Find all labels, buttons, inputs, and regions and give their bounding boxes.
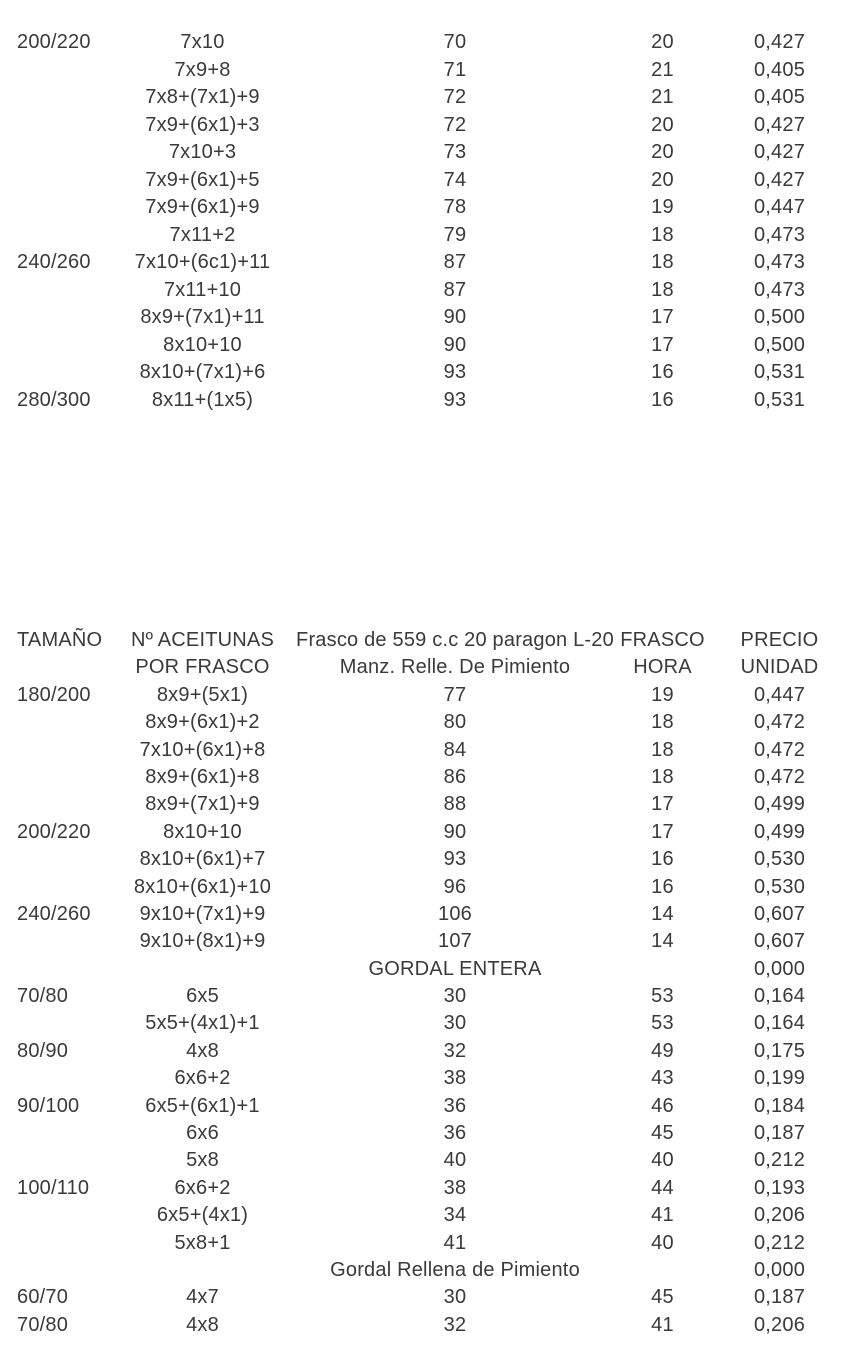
olives-per-jar-cell: 6x6+2 (174, 1067, 231, 1090)
jar-count-cell: 90 (443, 820, 467, 843)
size-range-cell (0, 277, 110, 305)
olives-per-jar-cell: 5x5+(4x1)+1 (145, 1012, 260, 1035)
olives-per-jar-cell: 8x9+(7x1)+11 (140, 306, 265, 328)
size-range-cell (0, 846, 110, 873)
size-range-cell: 280/300 (17, 388, 91, 411)
unit-price-cell: 0,212 (753, 1149, 806, 1172)
jar-count-cell: 30 (443, 1012, 467, 1035)
jars-per-hour-cell: 45 (651, 1286, 674, 1309)
unit-price-cell: 0,427 (753, 141, 806, 163)
jar-count-cell: 96 (443, 875, 467, 898)
size-range-cell (0, 112, 110, 140)
jar-count-cell: 86 (443, 765, 467, 788)
table-row (0, 29, 853, 57)
unit-price-cell: 0,447 (753, 683, 806, 706)
jars-per-hour-cell: 45 (651, 1122, 674, 1145)
unit-price-cell: 0,187 (753, 1286, 806, 1309)
jar-count-cell: 79 (443, 223, 467, 246)
jars-per-hour-cell: 44 (651, 1176, 674, 1199)
olives-per-jar-cell: 7x10+(6x1)+8 (139, 738, 266, 761)
table-row (0, 57, 853, 85)
jars-per-hour-cell: 18 (651, 251, 674, 273)
size-range-cell (0, 304, 110, 332)
unit-price-cell: 0,405 (753, 58, 806, 81)
table-row (0, 737, 853, 764)
table-row (0, 874, 853, 901)
olives-per-jar-cell: 7x8+(7x1)+9 (145, 86, 260, 108)
olives-per-jar-cell: 8x10+(7x1)+6 (139, 361, 266, 383)
table-section-top (0, 29, 853, 414)
olives-per-jar-cell: 7x9+(6x1)+5 (145, 168, 260, 191)
table-row (0, 682, 853, 709)
unit-price-cell: 0,187 (753, 1122, 806, 1145)
jar-count-cell: 34 (443, 1204, 467, 1227)
unit-price-cell: 0,000 (753, 1258, 806, 1281)
olives-per-jar-cell: 4x8 (186, 1039, 219, 1062)
jar-count-cell: 90 (443, 333, 467, 356)
jars-per-hour-cell (615, 1257, 710, 1284)
jars-per-hour-cell: 14 (651, 902, 674, 925)
size-range-cell: 80/90 (17, 1039, 69, 1062)
jars-per-hour-cell: 16 (651, 875, 674, 898)
table-row (0, 819, 853, 846)
olives-per-jar-cell: 7x11+10 (163, 278, 242, 301)
size-range-cell (0, 139, 110, 167)
jars-per-hour-cell: 40 (651, 1149, 674, 1172)
size-range-cell (0, 194, 110, 222)
table-row (0, 1257, 853, 1284)
header-jars-per-hour-line2: HORA (633, 656, 692, 679)
olives-per-jar-cell: 8x10+10 (163, 820, 242, 843)
unit-price-cell: 0,473 (753, 278, 806, 301)
olives-per-jar-cell: 7x11+2 (169, 223, 236, 246)
table-row (0, 928, 853, 955)
jars-per-hour-cell: 18 (651, 738, 674, 761)
jars-per-hour-cell: 17 (651, 306, 674, 328)
unit-price-cell: 0,531 (753, 361, 806, 383)
unit-price-cell: 0,164 (753, 1012, 806, 1035)
olives-per-jar-cell: 7x10+3 (168, 141, 237, 163)
jar-count-cell: 38 (443, 1176, 467, 1199)
olives-per-jar-cell: 8x10+(6x1)+10 (133, 875, 272, 898)
jars-per-hour-cell: 16 (651, 848, 674, 871)
olives-per-jar-cell: 7x10+(6c1)+11 (134, 251, 271, 273)
header-size-label: TAMAÑO (17, 629, 103, 651)
size-range-cell (0, 167, 110, 195)
jars-per-hour-cell: 18 (651, 711, 674, 734)
jars-per-hour-cell: 19 (651, 683, 674, 706)
unit-price-cell: 0,472 (753, 738, 806, 761)
olives-per-jar-cell: 7x10 (180, 31, 225, 53)
jars-per-hour-cell: 20 (651, 113, 674, 136)
size-range-cell: 100/110 (17, 1176, 90, 1199)
size-range-cell (0, 1230, 110, 1257)
jars-per-hour-cell: 19 (651, 196, 674, 218)
unit-price-cell: 0,473 (753, 223, 806, 246)
olives-per-jar-cell (110, 956, 295, 983)
size-range-cell (0, 332, 110, 360)
jar-count-cell: 72 (443, 113, 467, 136)
jar-count-cell: 72 (443, 86, 467, 108)
size-range-cell (0, 1257, 110, 1284)
jars-per-hour-cell: 21 (651, 86, 674, 108)
jars-per-hour-cell: 49 (651, 1039, 674, 1062)
table-row (0, 332, 853, 360)
jars-per-hour-cell (615, 956, 710, 983)
jars-per-hour-cell: 16 (651, 361, 674, 383)
olives-per-jar-cell: 8x9+(7x1)+9 (145, 793, 260, 816)
olives-per-jar-cell: 4x8 (186, 1313, 219, 1336)
jar-count-cell: 88 (443, 793, 467, 816)
unit-price-cell: 0,206 (753, 1313, 806, 1336)
jar-count-cell: 87 (443, 278, 467, 301)
table-row (0, 956, 853, 983)
jar-count-cell: 93 (443, 361, 467, 383)
jar-count-cell: 40 (443, 1149, 467, 1172)
olives-per-jar-cell: 6x5 (186, 985, 219, 1008)
jars-per-hour-cell: 17 (651, 820, 674, 843)
jar-count-cell: 41 (443, 1231, 467, 1254)
size-range-cell: 180/200 (17, 683, 91, 706)
size-range-cell (0, 928, 110, 955)
size-range-cell: 240/260 (17, 902, 91, 925)
jars-per-hour-cell: 18 (651, 223, 674, 246)
size-range-cell: 240/260 (17, 251, 91, 273)
table-row (0, 983, 853, 1010)
jar-count-cell: 70 (443, 31, 467, 53)
unit-price-cell: 0,500 (753, 333, 806, 356)
size-range-cell (0, 359, 110, 387)
size-range-cell (0, 737, 110, 764)
header-unit-price-line2: UNIDAD (740, 656, 819, 679)
unit-price-cell: 0,175 (753, 1039, 806, 1062)
table-row (0, 1284, 853, 1311)
jar-count-cell: 84 (443, 738, 467, 761)
table-row (0, 249, 853, 277)
size-range-cell (0, 1147, 110, 1174)
jars-per-hour-cell: 17 (651, 793, 674, 816)
table-row (0, 1312, 853, 1339)
jar-count-cell: 30 (443, 985, 467, 1008)
size-range-cell: 200/220 (17, 820, 91, 843)
jars-per-hour-cell: 17 (651, 333, 674, 356)
unit-price-cell: 0,607 (753, 902, 806, 925)
table-row (0, 194, 853, 222)
table-row (0, 709, 853, 736)
jar-count-cell: 93 (443, 388, 467, 411)
jar-count-cell: 32 (443, 1313, 467, 1336)
olives-per-jar-cell: 5x8 (186, 1149, 219, 1172)
table-row (0, 277, 853, 305)
jars-per-hour-cell: 20 (651, 168, 674, 191)
jars-per-hour-cell: 46 (651, 1094, 674, 1117)
jar-count-cell: GORDAL ENTERA (368, 957, 542, 980)
table-row (0, 1065, 853, 1092)
table-row (0, 222, 853, 250)
unit-price-cell: 0,212 (753, 1231, 806, 1254)
olives-per-jar-cell: 8x9+(6x1)+8 (145, 765, 260, 788)
size-range-cell (0, 791, 110, 818)
olives-per-jar-cell: 5x8+1 (174, 1231, 231, 1254)
size-range-cell (0, 1065, 110, 1092)
table-row (0, 1010, 853, 1037)
unit-price-cell: 0,427 (753, 168, 806, 191)
jar-count-cell: 106 (438, 902, 472, 925)
unit-price-cell: 0,164 (753, 985, 806, 1008)
unit-price-cell: 0,499 (753, 793, 806, 816)
unit-price-cell: 0,000 (753, 957, 806, 980)
header-jar-description-line1: Frasco de 559 c.c 20 paragon L-20 (296, 629, 614, 651)
unit-price-cell: 0,473 (753, 251, 806, 273)
olives-per-jar-cell (110, 1257, 295, 1284)
unit-price-cell: 0,184 (753, 1094, 806, 1117)
jar-count-cell: 93 (443, 848, 467, 871)
size-range-cell (0, 1010, 110, 1037)
jars-per-hour-cell: 20 (651, 141, 674, 163)
jar-count-cell: 71 (443, 58, 467, 81)
table-row (0, 846, 853, 873)
table-section-bottom (0, 627, 853, 1339)
olives-per-jar-cell: 8x10+(6x1)+7 (139, 848, 266, 871)
olives-per-jar-cell: 7x9+8 (174, 58, 231, 81)
olives-per-jar-cell: 9x10+(8x1)+9 (139, 930, 266, 953)
table-row (0, 139, 853, 167)
size-range-cell (0, 222, 110, 250)
jar-count-cell: 32 (443, 1039, 467, 1062)
header-unit-price-line1: PRECIO (740, 629, 819, 651)
table-body-top (0, 29, 853, 414)
jar-count-cell: 73 (443, 141, 467, 163)
size-range-cell: 60/70 (17, 1286, 69, 1309)
jar-count-cell: 78 (443, 196, 467, 218)
table-row (0, 764, 853, 791)
olives-per-jar-cell: 4x7 (186, 1286, 219, 1309)
table-row (0, 1093, 853, 1120)
unit-price-cell: 0,206 (753, 1204, 806, 1227)
jars-per-hour-cell: 53 (651, 985, 674, 1008)
header-jar-description-line2: Manz. Relle. De Pimiento (339, 656, 571, 679)
header-size-label-line2 (0, 654, 110, 681)
jar-count-cell: 36 (443, 1122, 467, 1145)
size-range-cell (0, 57, 110, 85)
table-row (0, 1202, 853, 1229)
olives-per-jar-cell: 6x5+(4x1) (156, 1204, 249, 1227)
jars-per-hour-cell: 43 (651, 1067, 674, 1090)
unit-price-cell: 0,199 (753, 1067, 806, 1090)
table-header-row-1 (0, 627, 853, 654)
jar-count-cell: 38 (443, 1067, 467, 1090)
size-range-cell (0, 956, 110, 983)
olives-per-jar-cell: 9x10+(7x1)+9 (139, 902, 266, 925)
olives-per-jar-cell: 8x9+(6x1)+2 (145, 711, 260, 734)
jars-per-hour-cell: 53 (651, 1012, 674, 1035)
olives-per-jar-cell: 7x9+(6x1)+3 (145, 113, 260, 136)
size-range-cell (0, 874, 110, 901)
table-row (0, 167, 853, 195)
jars-per-hour-cell: 40 (651, 1231, 674, 1254)
table-row (0, 791, 853, 818)
jars-per-hour-cell: 18 (651, 765, 674, 788)
jars-per-hour-cell: 21 (651, 58, 674, 81)
unit-price-cell: 0,472 (753, 711, 806, 734)
unit-price-cell: 0,530 (753, 848, 806, 871)
size-range-cell (0, 709, 110, 736)
olives-per-jar-cell: 7x9+(6x1)+9 (145, 196, 260, 218)
table-header-row-2 (0, 654, 853, 681)
jars-per-hour-cell: 18 (651, 278, 674, 301)
table-row (0, 84, 853, 112)
unit-price-cell: 0,447 (753, 196, 806, 218)
unit-price-cell: 0,472 (753, 765, 806, 788)
table-body-bottom (0, 682, 853, 1339)
jar-count-cell: 87 (443, 251, 467, 273)
table-row (0, 1120, 853, 1147)
jar-count-cell: 80 (443, 711, 467, 734)
jars-per-hour-cell: 16 (651, 388, 674, 411)
unit-price-cell: 0,193 (753, 1176, 806, 1199)
table-row (0, 304, 853, 332)
jars-per-hour-cell: 41 (651, 1204, 674, 1227)
table-row (0, 1038, 853, 1065)
size-range-cell (0, 1202, 110, 1229)
header-olives-per-jar-line2: POR FRASCO (135, 656, 270, 679)
jar-count-cell: 77 (443, 683, 467, 706)
jars-per-hour-cell: 14 (651, 930, 674, 953)
size-range-cell (0, 1120, 110, 1147)
olives-per-jar-cell: 8x9+(5x1) (156, 683, 249, 706)
table-row (0, 1230, 853, 1257)
jar-count-cell: 74 (443, 168, 467, 191)
size-range-cell: 70/80 (17, 1313, 69, 1336)
unit-price-cell: 0,499 (753, 820, 806, 843)
olives-per-jar-cell: 6x6 (186, 1122, 219, 1145)
unit-price-cell: 0,427 (753, 113, 806, 136)
unit-price-cell: 0,405 (753, 86, 806, 108)
jar-count-cell: Gordal Rellena de Pimiento (330, 1258, 580, 1281)
olives-per-jar-cell: 8x10+10 (163, 333, 242, 356)
table-row (0, 901, 853, 928)
table-row (0, 1147, 853, 1174)
jar-count-cell: 90 (443, 306, 467, 328)
jars-per-hour-cell: 20 (651, 31, 674, 53)
table-row (0, 112, 853, 140)
jar-count-cell: 107 (438, 930, 472, 953)
unit-price-cell: 0,531 (753, 388, 806, 411)
size-range-cell: 90/100 (17, 1094, 80, 1117)
jar-count-cell: 30 (443, 1286, 467, 1309)
jars-per-hour-cell: 41 (651, 1313, 674, 1336)
olives-per-jar-cell: 6x5+(6x1)+1 (145, 1094, 260, 1117)
header-olives-per-jar-line1: Nº ACEITUNAS (130, 629, 275, 651)
size-range-cell (0, 84, 110, 112)
unit-price-cell: 0,427 (753, 31, 806, 53)
olives-per-jar-cell: 8x11+(1x5) (151, 388, 254, 411)
unit-price-cell: 0,607 (753, 930, 806, 953)
table-row (0, 359, 853, 387)
size-range-cell (0, 764, 110, 791)
size-range-cell: 200/220 (17, 31, 91, 53)
size-range-cell: 70/80 (17, 985, 69, 1008)
table-row (0, 1175, 853, 1202)
unit-price-cell: 0,530 (753, 875, 806, 898)
unit-price-cell: 0,500 (753, 306, 806, 328)
jar-count-cell: 36 (443, 1094, 467, 1117)
header-jars-per-hour-line1: FRASCO (620, 629, 705, 651)
olives-per-jar-cell: 6x6+2 (174, 1176, 231, 1199)
table-row (0, 387, 853, 415)
